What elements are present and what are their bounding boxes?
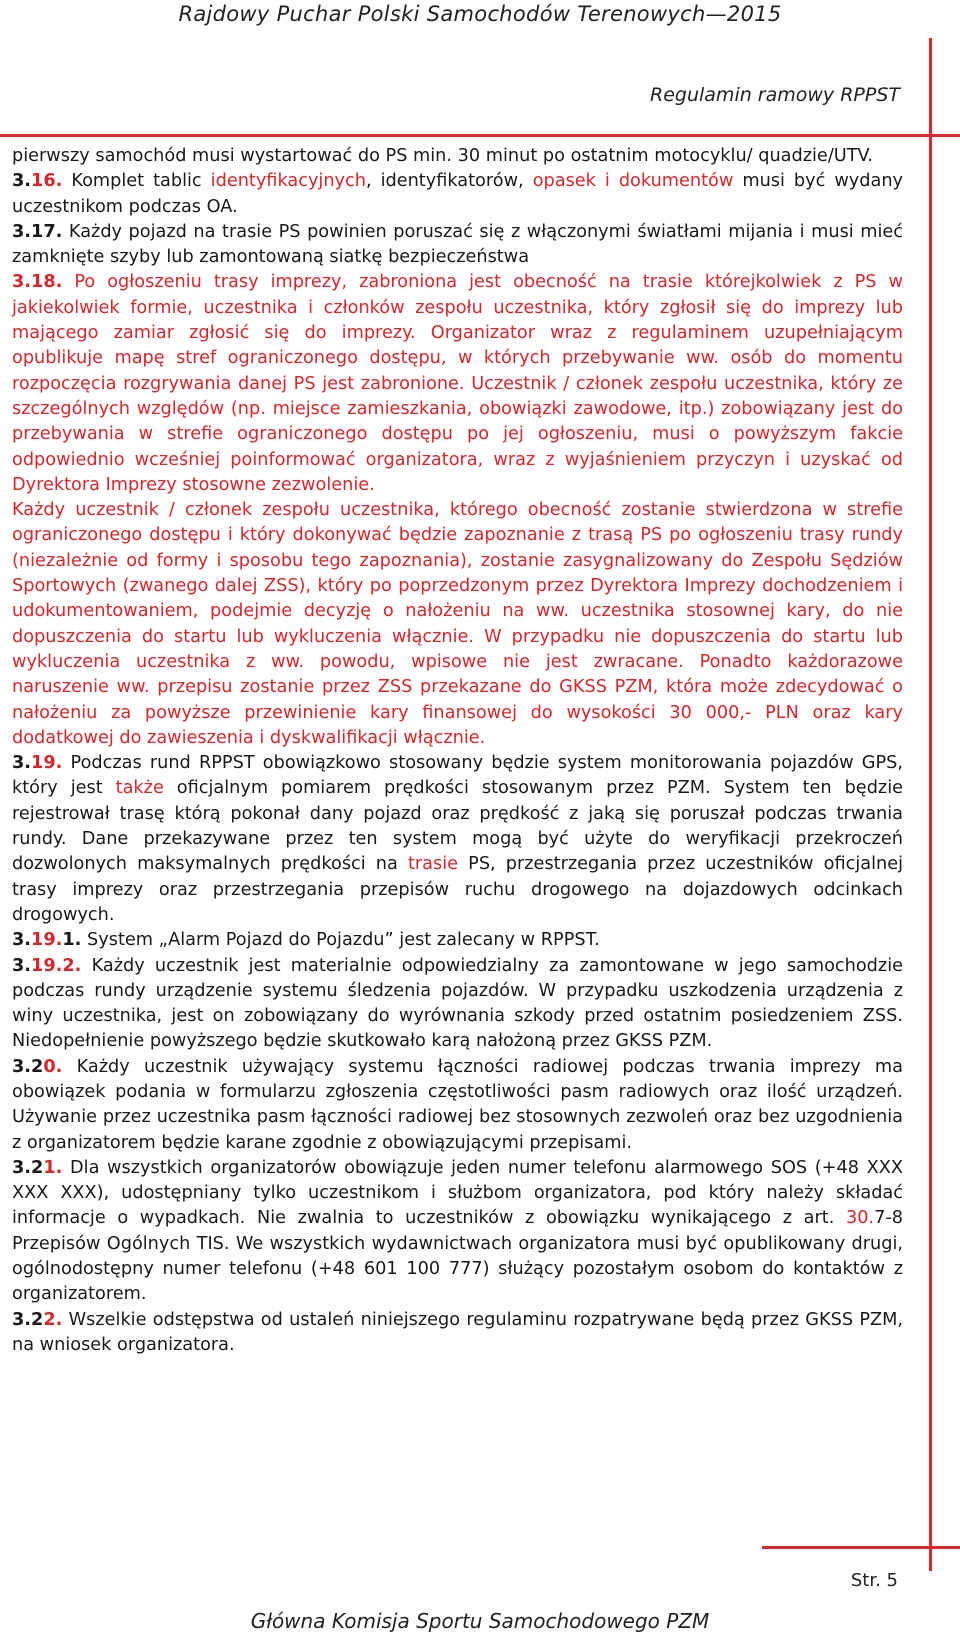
header-title: Rajdowy Puchar Polski Samochodów Terenowych—2015	[178, 2, 782, 26]
section-number: 3.18.	[12, 272, 63, 293]
section-3-18-paragraph-2: Każdy uczestnik / członek zespołu uczestnika, którego obecność zostanie stwierdzona w strefie ograniczonego dostępu i który dokonywać będzie zapoznanie z trasą PS po ogłoszeniu trasy rundy (niezależnie od formy i sposobu tego zapoznania), zostanie zasygnalizowany do Zespołu Sędziów Sportowych (zwanego dalej ZSS), który po poprzedzonym przez Dyrektora Imprezy dochodzeniem i udokumentowaniem, podejmie decyzję o nałożeniu na ww. uczestnika stosownej kary, do nie dopuszczenia do startu lub wykluczenia włącznie. W przypadku nie dopuszczenia do startu lub wykluczenia uczestnika z ww. powodu, wpisowe nie jest zwracane. Ponadto każdorazowe naruszenie ww. przepisu zostanie przez ZSS przekazane do GKSS PZM, która może zdecydować o nałożeniu za powyższe przewinienie kary finansowej do wysokości 30 000,- PLN oraz kary dodatkowej do zawieszenia i dyskwalifikacji włącznie.	[12, 500, 903, 748]
section-number: 3.	[12, 753, 32, 774]
section-number: 3.17.	[12, 221, 63, 242]
section-3-19-1: 3.19.1. System „Alarm Pojazd do Pojazdu” jest zalecany w RPPST.	[12, 930, 600, 951]
page-number: Str. 5	[850, 1570, 898, 1591]
footer-organization: Główna Komisja Sportu Samochodowego PZM	[250, 1609, 710, 1633]
paragraph-continuation: pierwszy samochód musi wystartować do PS min. 30 minut po ostatnim motocyklu/ quadzie/UTV.	[12, 146, 873, 166]
section-number-red: 19.	[31, 753, 63, 774]
header-subtitle: Regulamin ramowy RPPST	[650, 84, 900, 106]
footer-rule	[762, 1546, 960, 1549]
document-body	[12, 144, 903, 1358]
section-number: 3.	[12, 171, 32, 192]
section-3-19-2: 3.19.2. Każdy uczestnik jest materialnie odpowiedzialny za zamontowane w jego samochodzie podczas rundy urządzenie systemu śledzenia pojazdów. W przypadku uszkodzenia urządzenia z winy uczestnika, jest on zobowiązany do wyrównania szkody przed ostatnim posiedzeniem ZSS. Niedopełnienie powyższego będzie skutkowało karą nałożoną przez GKSS PZM.	[12, 955, 903, 1052]
section-3-21: 3.21. Dla wszystkich organizatorów obowiązuje jeden numer telefonu alarmowego SOS (+48 XXX XXX XXX), udostępniany tylko uczestnikom i służbom organizatora, pod który należy składać informacje o wypadkach. Nie zwalnia to uczestników z obowiązku wynikającego z art. 30.7-8 Przepisów Ogólnych TIS. We wszystkich wydawnictwach organizatora musi być opublikowany drugi, ogólnodostępny numer telefonu (+48 601 100 777) służący pozostałym osobom do kontaktów z organizatorem.	[12, 1157, 903, 1305]
section-3-18: 3.18. Po ogłoszeniu trasy imprezy, zabroniona jest obecność na trasie którejkolwiek z PS w jakiekolwiek formie, uczestnika i członków zespołu uczestnika, który zgłosił się do imprezy lub mającego zamiar zgłosić się do imprezy. Organizator wraz z regulaminem uzupełniającym opublikuje mapę stref ograniczonego dostępu, w których przebywanie ww. osób do momentu rozpoczęcia rozgrywania danej PS jest zabronione. Uczestnik / członek zespołu uczestnika, który ze szczególnych względów (np. miejsce zamieszkania, obowiązki zawodowe, itp.) zobowiązany jest do przebywania w strefie ograniczonego dostępu po jej ogłoszeniu, musi o powyższym fakcie odpowiednio wcześniej poinformować organizatora, wraz z wyjaśnieniem przyczyn i uzyskać od Dyrektora Imprezy stosowne zezwolenie.	[12, 272, 903, 495]
section-number-red: 16.	[31, 171, 63, 192]
section-3-16: 3.16. Komplet tablic identyfikacyjnych, identyfikatorów, opasek i dokumentów musi być wydany uczestnikom podczas OA.	[12, 171, 904, 217]
section-3-17: 3.17. Każdy pojazd na trasie PS powinien poruszać się z włączonymi światłami mijania i musi mieć zamknięte szyby lub zamontowaną siatkę bezpieczeństwa	[12, 221, 903, 268]
section-3-20: 3.20. Każdy uczestnik używający systemu łączności radiowej podczas trwania imprezy ma obowiązek podania w formularzu zgłoszenia częstotliwości pasm radiowych oraz ilość urządzeń. Używanie przez uczestnika pasm łączności radiowej bez stosownych zezwoleń oraz bez uzgodnienia z organizatorem będzie karane zgodnie z obowiązującymi przepisami.	[12, 1056, 903, 1153]
section-3-19: 3.19. Podczas rund RPPST obowiązkowo stosowany będzie system monitorowania pojazdów GPS, który jest także oficjalnym pomiarem prędkości stosowanym przez PZM. System ten będzie rejestrował trasę którą pokonał dany pojazd oraz prędkość z jaką się poruszał podczas trwania rundy. Dane przekazywane przez ten system mogą być użyte do weryfikacji przekroczeń dozwolonych maksymalnych prędkości na trasie PS, przestrzegania przez uczestników oficjalnej trasy imprezy oraz przestrzegania przepisów ruchu drogowego na dojazdowych odcinkach drogowych.	[12, 753, 903, 925]
section-3-22: 3.22. Wszelkie odstępstwa od ustaleń niniejszego regulaminu rozpatrywane będą przez GKSS PZM, na wniosek organizatora.	[12, 1309, 903, 1355]
header-rule	[0, 134, 960, 137]
margin-rule	[929, 38, 932, 1571]
